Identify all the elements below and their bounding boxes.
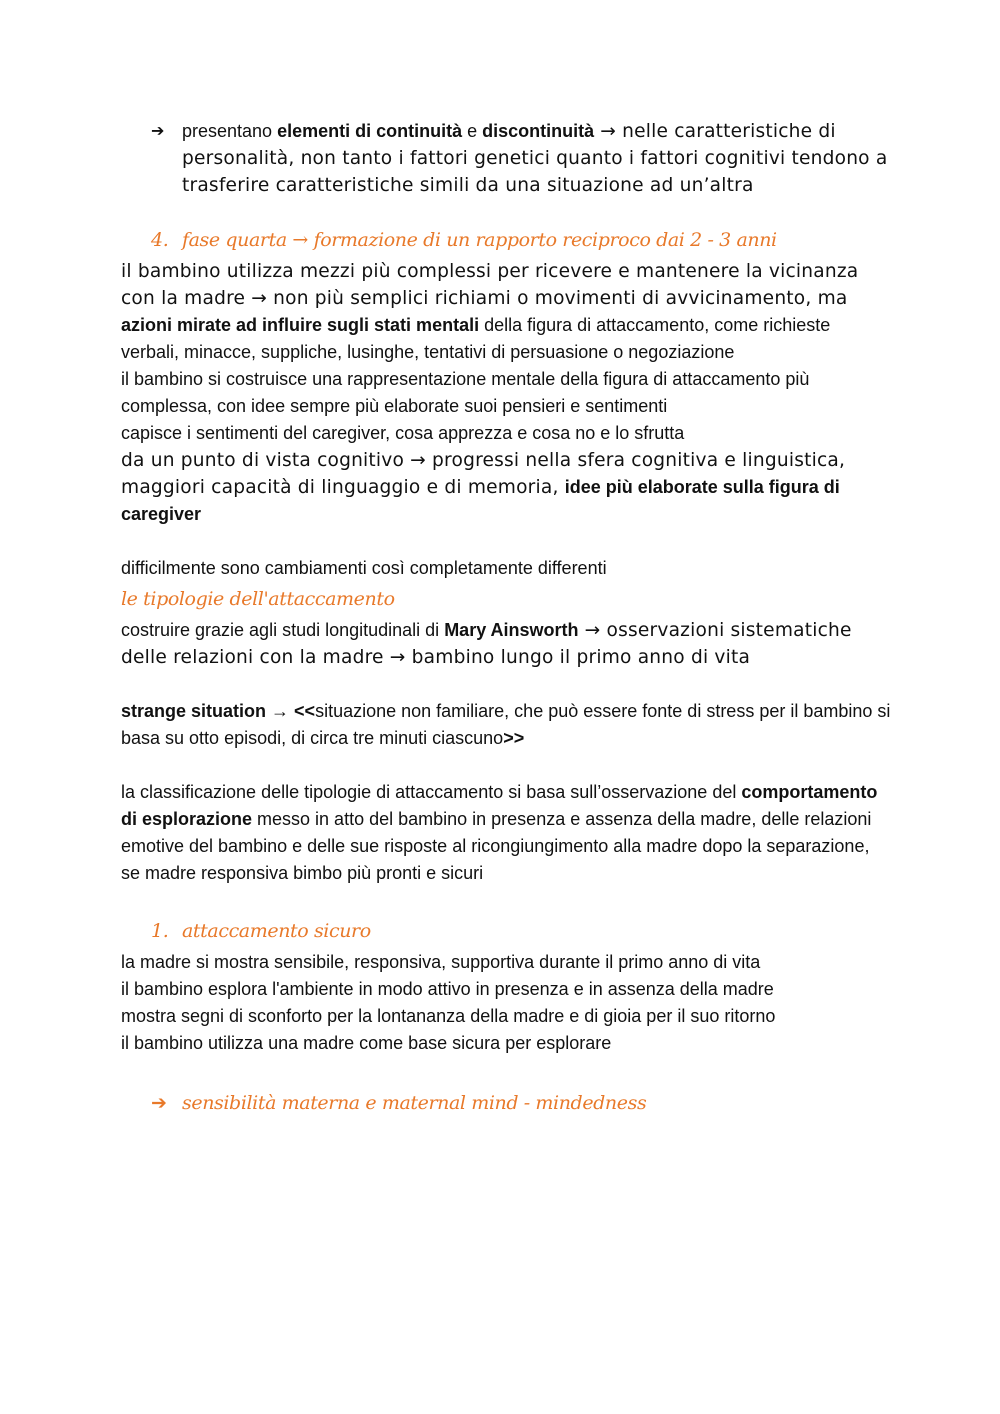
bullet-text: presentano (182, 121, 278, 141)
heading-sensibilita-materna (121, 1090, 891, 1117)
bullet-text-mid: e (462, 121, 483, 141)
paragraph-strange-situation (121, 698, 891, 752)
paragraph-text-rest: messo in atto del bambino in presenza e assenza della madre, delle relazioni emotive del bambino e delle sue risposte al ricongiungimento alla madre dopo la separazione, se madre responsiva bimbo più pronti e sicuri (121, 809, 872, 883)
paragraph-ainsworth (121, 617, 891, 671)
paragraph-sentimenti: capisce i sentimenti del caregiver, cosa apprezza e cosa no e lo sfrutta (121, 423, 685, 443)
paragraph-text: situazione non familiare, che può essere fonte di stress per il bambino si basa su otto episodi, di circa tre minuti ciascuno (121, 701, 891, 748)
line-segni-sconforto: mostra segni di sconforto per la lontananza della madre e di gioia per il suo ritorno (121, 1006, 776, 1026)
paragraph-bold-close: >> (503, 728, 525, 748)
arrow-bullet-icon: ➔ (151, 123, 165, 140)
paragraph-rappresentazione: il bambino si costruisce una rappresentazione mentale della figura di attaccamento più complessa, con idee sempre più elaborate suoi pensieri e sentimenti (121, 369, 810, 416)
paragraph-text-dejavu: il bambino utilizza mezzi più complessi per ricevere e mantenere la vicinanza con la madre → non più semplici richiami o movimenti di avvicinamento, ma (121, 261, 859, 309)
paragraph-bold: strange situation (121, 701, 267, 721)
arrow-bullet-icon: ➔ (151, 1092, 167, 1114)
heading-number: 4. (151, 229, 169, 251)
paragraph-bold-open: << (294, 701, 316, 721)
heading-title: sensibilità materna e maternal mind - mindedness (182, 1092, 647, 1114)
bullet-text-rest: → nelle caratteristiche di personalità, non tanto i fattori genetici quanto i fattori cognitivi tendono a trasferire caratteristiche simili da una situazione ad un’altra (182, 121, 888, 196)
paragraph-text: della figura di attaccamento, come richieste verbali, minacce, suppliche, lusinghe, tentativi di persuasione o negoziazione (121, 315, 831, 362)
heading-title: fase quarta → formazione di un rapporto reciproco dai 2 - 3 anni (182, 229, 777, 251)
bullet-continuita (121, 118, 891, 199)
paragraph-bold: idee più elaborate sulla figura di caregiver (121, 477, 840, 524)
paragraph-bold: azioni mirate ad influire sugli stati mentali (121, 315, 480, 335)
paragraph-bold: comportamento di esplorazione (121, 782, 878, 829)
heading-number: 1. (151, 920, 169, 942)
bullet-bold-continuita: elementi di continuità (277, 121, 463, 141)
paragraph-mezzi (121, 258, 891, 366)
paragraph-text: costruire grazie agli studi longitudinali di (121, 620, 445, 640)
paragraph-cognitivo (121, 447, 891, 528)
paragraph-text: la classificazione delle tipologie di attaccamento si basa sull’osservazione del (121, 782, 742, 802)
paragraph-arrow: → (266, 701, 295, 721)
bullet-bold-discontinuita: discontinuità (482, 121, 595, 141)
heading-fase-quarta (121, 227, 891, 254)
paragraph-classificazione (121, 779, 891, 887)
paragraph-text-dejavu: → osservazioni sistematiche delle relazioni con la madre → bambino lungo il primo anno di vita (121, 620, 852, 668)
heading-attaccamento-sicuro (121, 918, 891, 945)
heading-title: attaccamento sicuro (182, 920, 371, 942)
paragraph-text-dejavu: da un punto di vista cognitivo → progressi nella sfera cognitiva e linguistica, maggiori capacità di linguaggio e di memoria, (121, 450, 846, 498)
line-base-sicura: il bambino utilizza una madre come base sicura per esplorare (121, 1033, 612, 1053)
paragraph-bold: Mary Ainsworth (444, 620, 579, 640)
line-bambino-esplora: il bambino esplora l'ambiente in modo attivo in presenza e in assenza della madre (121, 979, 774, 999)
line-madre-sensibile: la madre si mostra sensibile, responsiva, supportiva durante il primo anno di vita (121, 952, 761, 972)
paragraph-difficilmente: difficilmente sono cambiamenti così completamente differenti (121, 558, 607, 578)
page-content (121, 118, 891, 1117)
heading-tipologie: le tipologie dell'attaccamento (121, 588, 395, 610)
